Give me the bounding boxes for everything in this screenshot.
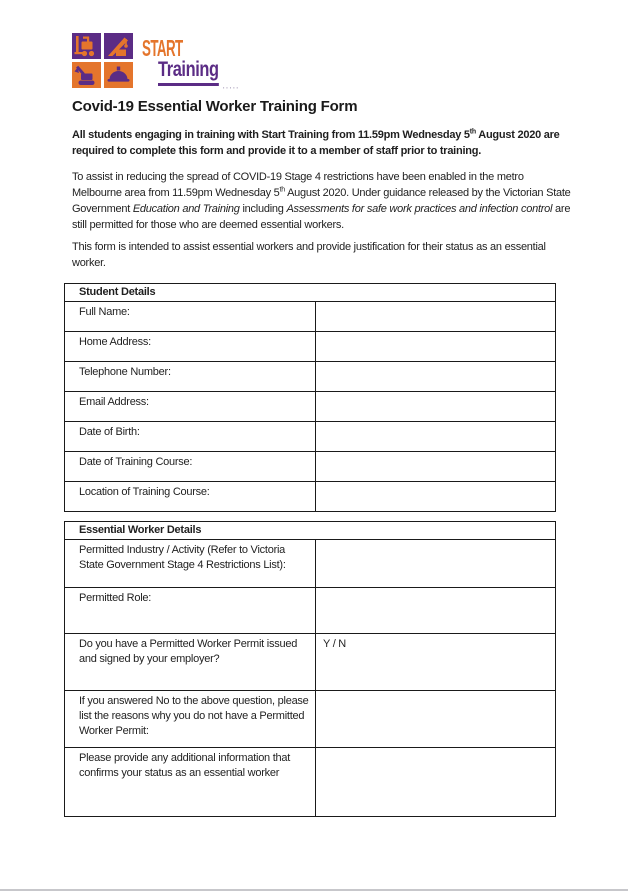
italic-education-and-training: Education and Training (132, 203, 240, 215)
logo-start-text: START (142, 35, 183, 61)
field-label-email: Email Address: (65, 392, 316, 422)
table-row (65, 634, 556, 691)
restrictions-text-b: August 2020. Under guidance released by the Victorian State Government (72, 187, 571, 215)
student-details-header-row (65, 284, 556, 302)
student-details-header: Student Details (65, 284, 556, 302)
crane-icon (104, 33, 133, 59)
logo (72, 32, 257, 94)
table-row (65, 588, 556, 634)
superscript-th: th (469, 128, 476, 136)
field-input-email[interactable] (316, 392, 556, 422)
table-row (65, 482, 556, 512)
field-input-telephone[interactable] (316, 362, 556, 392)
intro-paragraph (72, 127, 574, 159)
field-input-full-name[interactable] (316, 302, 556, 332)
field-input-date-of-birth[interactable] (316, 422, 556, 452)
student-details-table (64, 283, 556, 512)
logo-tiles (72, 33, 133, 88)
restrictions-paragraph (72, 169, 574, 233)
page-title: Covid-19 Essential Worker Training Form (72, 98, 358, 115)
intro-text-b: August 2020 are required to complete this form and provide it to a member of staff prior to training. (72, 129, 560, 157)
restrictions-text-a: To assist in reducing the spread of COVID-19 Stage 4 restrictions have been enabled in the metro Melbourne area from 11.59pm Wednesday 5 (72, 171, 524, 199)
field-input-additional-info[interactable] (316, 748, 556, 817)
field-input-course-date[interactable] (316, 452, 556, 482)
logo-training-text: Training (158, 58, 219, 86)
table-row (65, 452, 556, 482)
field-label-home-address: Home Address: (65, 332, 316, 362)
field-label-full-name: Full Name: (65, 302, 316, 332)
restrictions-text-d: are still permitted for those who are deemed essential workers. (72, 203, 571, 231)
field-label-date-of-birth: Date of Birth: (65, 422, 316, 452)
field-input-home-address[interactable] (316, 332, 556, 362)
purpose-paragraph: This form is intended to assist essential workers and provide justification for their status as an essential worker. (72, 241, 546, 269)
hardhat-icon (104, 62, 133, 88)
table-row (65, 392, 556, 422)
table-row (65, 540, 556, 588)
field-input-permit-yn[interactable]: Y / N (316, 634, 556, 691)
table-row (65, 302, 556, 332)
field-input-permitted-role[interactable] (316, 588, 556, 634)
field-input-permitted-industry[interactable] (316, 540, 556, 588)
superscript-th: th (279, 186, 285, 194)
intro-text-a: All students engaging in training with Start Training from 11.59pm Wednesday 5 (72, 129, 470, 141)
forklift-icon (72, 33, 101, 59)
field-label-permit-question: Do you have a Permitted Worker Permit issued and signed by your employer? (65, 634, 316, 691)
field-label-telephone: Telephone Number: (65, 362, 316, 392)
essential-worker-details-table (64, 521, 556, 817)
field-label-course-location: Location of Training Course: (65, 482, 316, 512)
italic-assessments: Assessments for safe work practices and infection control (286, 203, 553, 215)
excavator-icon (72, 62, 101, 88)
page-bottom-edge (0, 889, 628, 891)
restrictions-text-c: including (239, 203, 287, 215)
field-input-course-location[interactable] (316, 482, 556, 512)
table-row (65, 362, 556, 392)
field-input-no-permit-reasons[interactable] (316, 691, 556, 748)
worker-details-header-row (65, 522, 556, 540)
field-label-additional-info: Please provide any additional information that confirms your status as an essential worker (65, 748, 316, 817)
logo-dots: ▪▪▪▪▪ (223, 85, 241, 90)
table-row (65, 332, 556, 362)
table-row (65, 691, 556, 748)
field-label-no-permit-reasons: If you answered No to the above question, please list the reasons why you do not have a Permitted Worker Permit: (65, 691, 316, 748)
field-label-course-date: Date of Training Course: (65, 452, 316, 482)
table-row (65, 748, 556, 817)
field-label-permitted-role: Permitted Role: (65, 588, 316, 634)
table-row (65, 422, 556, 452)
field-label-permitted-industry: Permitted Industry / Activity (Refer to Victoria State Government Stage 4 Restrictions List): (65, 540, 316, 588)
worker-details-header: Essential Worker Details (65, 522, 556, 540)
